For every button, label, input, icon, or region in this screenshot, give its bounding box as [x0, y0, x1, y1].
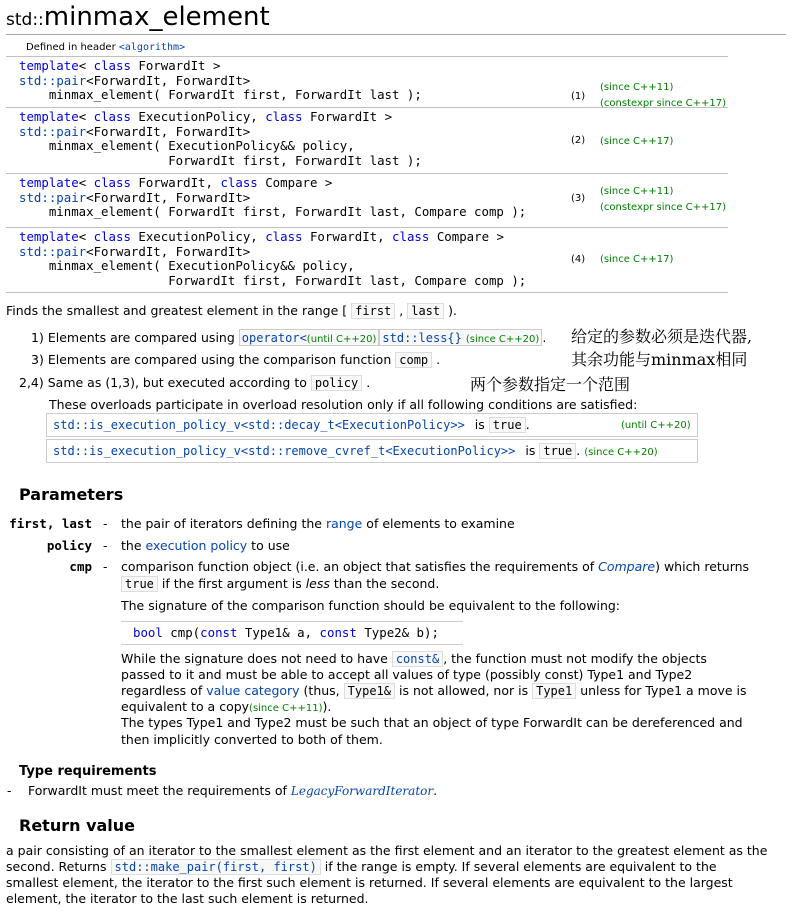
decl-num-4: (4) [571, 254, 586, 265]
decl-ver-1: (since C++11) (constexpr since C++17) [600, 82, 727, 109]
decl-num-1: (1) [571, 91, 586, 102]
param-first-last-dash: - [103, 516, 108, 531]
desc-item-24: 2,4) Same as (1,3), but executed according to policy . [19, 375, 371, 390]
param-cmp-line-2: true if the first argument is less than the second. [121, 576, 439, 591]
title-namespace: std:: [6, 10, 44, 30]
value-category-link[interactable]: value category [206, 683, 300, 698]
declarations-table [6, 40, 728, 293]
annotation-1: 给定的参数必须是迭代器, [571, 327, 753, 346]
desc-intro: Finds the smallest and greatest element in the range [ first , last ). [6, 303, 457, 318]
cond-2-code[interactable]: std::is_execution_policy_v<std::remove_cvref_t<ExecutionPolicy>> [53, 444, 516, 458]
std-less-link[interactable]: std::less{} [382, 331, 462, 345]
execution-policy-link[interactable]: execution policy [145, 538, 248, 553]
param-cmp-line-1: comparison function object (i.e. an object that satisfies the requirements of Compare) which returns [121, 559, 750, 574]
signature-box [121, 621, 463, 645]
param-policy-name: policy [46, 538, 92, 553]
operator-less-link[interactable]: operator< [241, 331, 307, 345]
cond-intro: These overloads participate in overload resolution only if all following conditions are satisfied: [49, 397, 638, 412]
param-first-last-desc: the pair of iterators defining the range of elements to examine [121, 516, 515, 531]
decl-num-3: (3) [571, 193, 586, 204]
decl-num-2: (2) [571, 135, 586, 146]
decl-ver-3: (since C++11) (constexpr since C++17) [600, 186, 727, 213]
return-line-4: element, the iterator to the last such element is returned. [6, 891, 369, 906]
cond-1-code[interactable]: std::is_execution_policy_v<std::decay_t<ExecutionPolicy>> [53, 418, 465, 432]
range-link[interactable]: range [325, 516, 363, 531]
decl-code-4: template< class ExecutionPolicy, class ForwardIt, class Compare > std::pair<ForwardIt, ForwardIt> minmax_element( ExecutionPolicy&& policy, ForwardIt first, ForwardIt last, Compare comp ); [19, 229, 527, 288]
decl-row-1 [6, 57, 728, 108]
type-req-heading: Type requirements [19, 764, 157, 779]
desc-item-3: 3) Elements are compared using the comparison function comp . [31, 352, 441, 367]
cond-box-2: std::is_execution_policy_v<std::remove_cvref_t<ExecutionPolicy>> is true . (since C++20) [46, 439, 698, 463]
header-prefix: Defined in header [26, 42, 119, 53]
decl-code-1: template< class ForwardIt > std::pair<ForwardIt, ForwardIt> minmax_element( ForwardIt first, ForwardIt last ); [19, 58, 422, 102]
annotation-2: 其余功能与minmax相同 [571, 350, 748, 369]
type-req-text: ForwardIt must meet the requirements of LegacyForwardIterator. [28, 783, 438, 798]
return-value-heading: Return value [19, 816, 136, 835]
param-first-last-name: first, last [9, 516, 92, 531]
decl-row-3 [6, 174, 728, 228]
signature-code: bool cmp(const Type1& a, const Type2& b); [133, 625, 439, 640]
param-cmp-dash: - [103, 559, 108, 574]
decl-ver-4: (since C++17) [600, 254, 674, 265]
param-cmp-sig-intro: The signature of the comparison function should be equivalent to the following: [121, 598, 621, 613]
decl-ver-2: (since C++17) [600, 136, 674, 147]
legacy-forward-iterator-link[interactable]: LegacyForwardIterator [290, 784, 434, 798]
param-cmp-types-1: The types Type1 and Type2 must be such that an object of type ForwardIt can be dereferenced and [121, 715, 743, 730]
compare-link[interactable]: Compare [598, 559, 656, 574]
cond-box-1: std::is_execution_policy_v<std::decay_t<ExecutionPolicy>> is true . (until C++20) [46, 413, 698, 437]
param-cmp-while-1: While the signature does not need to have const& , the function must not modify the objects [121, 651, 707, 666]
parameters-heading: Parameters [19, 485, 124, 504]
decl-row-2 [6, 108, 728, 174]
decl-code-2: template< class ExecutionPolicy, class ForwardIt > std::pair<ForwardIt, ForwardIt> minmax_element( ExecutionPolicy&& policy, ForwardIt first, ForwardIt last ); [19, 109, 422, 168]
param-cmp-while-4: equivalent to a copy(since C++11)). [121, 699, 332, 714]
param-cmp-name: cmp [69, 559, 92, 574]
title-divider [6, 34, 786, 35]
type-req-dash: - [7, 783, 12, 798]
decl-row-4 [6, 228, 728, 293]
page-title [6, 2, 270, 32]
annotation-3: 两个参数指定一个范围 [470, 375, 631, 394]
return-line-1: a pair consisting of an iterator to the smallest element as the first element and an iterator to the greatest element as the [6, 843, 768, 858]
param-cmp-types-2: then implicitly converted to both of them. [121, 732, 383, 747]
title-name: minmax_element [43, 2, 270, 32]
decl-code-3: template< class ForwardIt, class Compare > std::pair<ForwardIt, ForwardIt> minmax_element( ForwardIt first, ForwardIt last, Compare comp ); [19, 175, 527, 219]
header-row [6, 40, 728, 57]
param-policy-desc: the execution policy to use [121, 538, 290, 553]
header-link[interactable]: <algorithm> [118, 42, 186, 53]
return-line-2: second. Returns std::make_pair(first, first) if the range is empty. If several elements are equivalent to the [6, 859, 717, 874]
param-cmp-while-2: passed to it and must be able to accept all values of type (possibly const) Type1 and Type2 [121, 667, 693, 682]
param-policy-dash: - [103, 538, 108, 553]
return-line-3: smallest element, the iterator to the first such element is returned. If several elements are equivalent to the largest [6, 875, 733, 890]
param-cmp-while-3: regardless of value category (thus, Type1& is not allowed, nor is Type1 unless for Type1 a move is [121, 683, 747, 698]
desc-item-1: 1) Elements are compared using operator<(until C++20) std::less{} (since C++20) . [31, 330, 547, 345]
